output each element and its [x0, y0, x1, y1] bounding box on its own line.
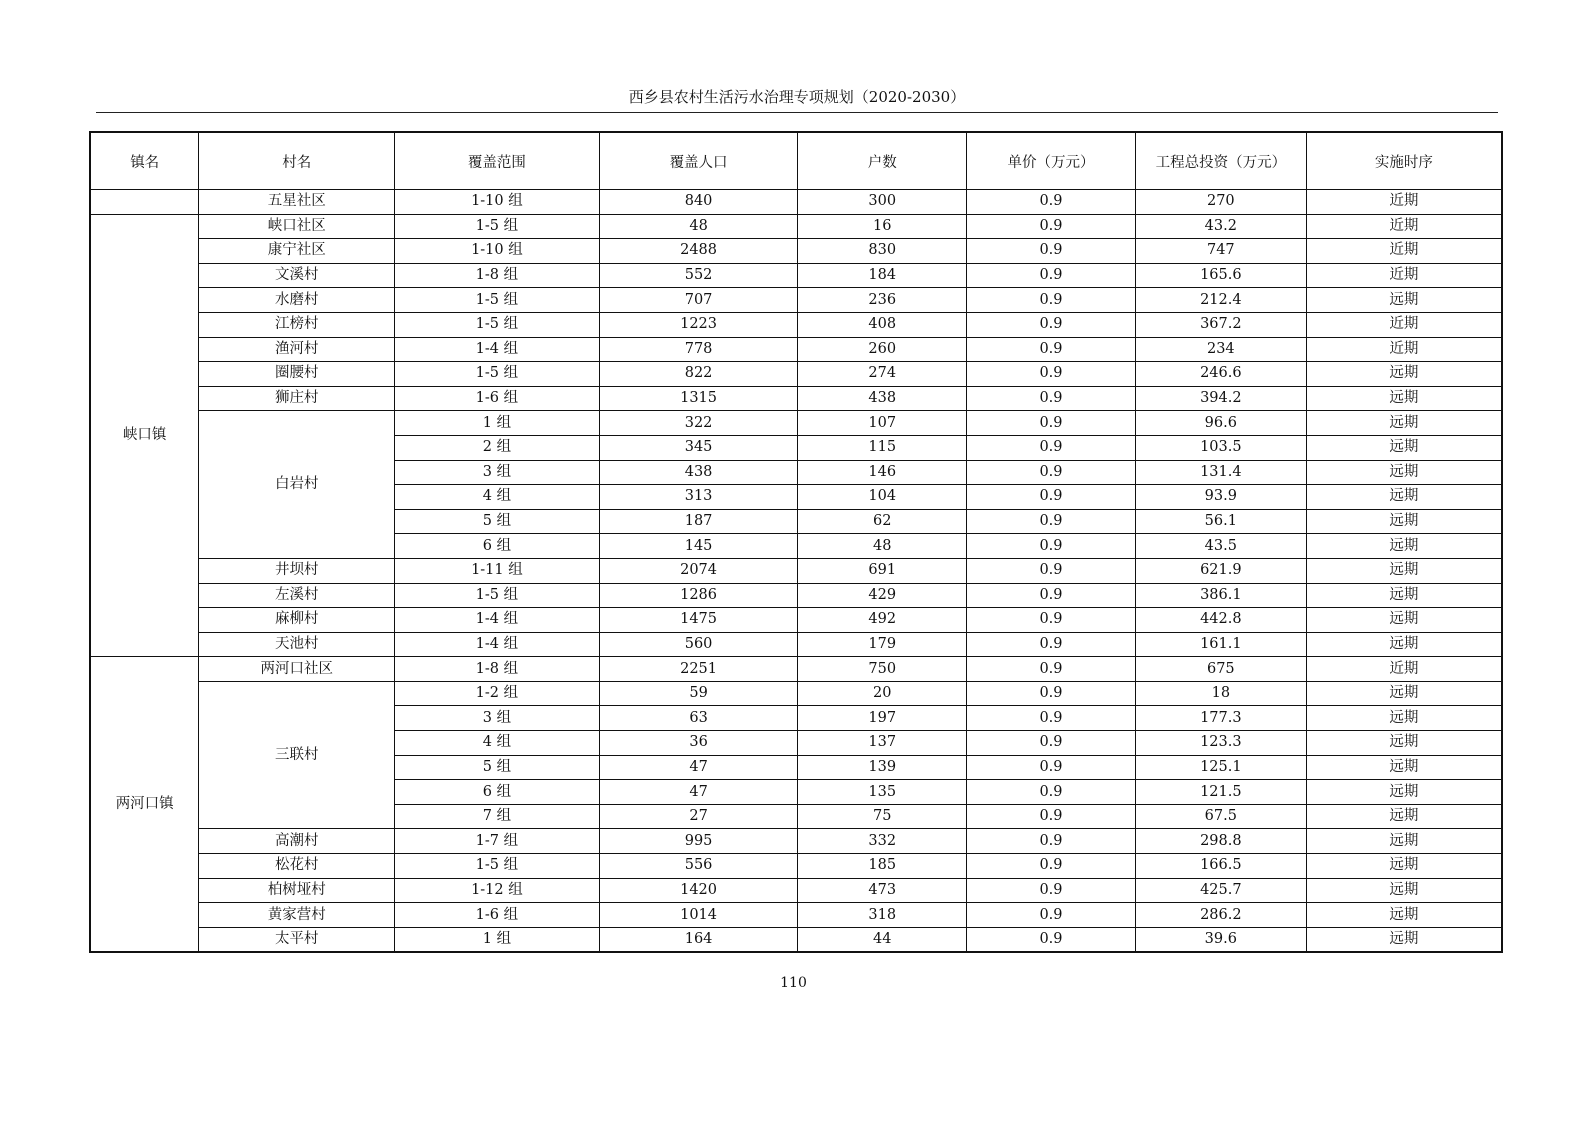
village-cell: 五星社区: [199, 190, 395, 215]
table-row: [90, 583, 1502, 608]
investment-cell: 246.6: [1135, 362, 1306, 387]
village-cell: 圈腰村: [199, 362, 395, 387]
range-cell: 1-5 组: [395, 288, 600, 313]
investment-cell: 123.3: [1135, 731, 1306, 756]
table-row: [90, 288, 1502, 313]
village-cell: 狮庄村: [199, 386, 395, 411]
households-cell: 691: [798, 558, 967, 583]
range-cell: 1-4 组: [395, 337, 600, 362]
town-cell: 峡口镇: [90, 214, 199, 657]
population-cell: 2251: [599, 657, 798, 682]
households-cell: 438: [798, 386, 967, 411]
price-cell: 0.9: [967, 878, 1136, 903]
village-cell: 水磨村: [199, 288, 395, 313]
population-cell: 2488: [599, 239, 798, 264]
range-cell: 1-8 组: [395, 657, 600, 682]
households-cell: 115: [798, 435, 967, 460]
phase-cell: 远期: [1306, 706, 1502, 731]
range-cell: 6 组: [395, 534, 600, 559]
column-header: 户数: [798, 132, 967, 190]
village-cell: 峡口社区: [199, 214, 395, 239]
price-cell: 0.9: [967, 903, 1136, 928]
phase-cell: 远期: [1306, 780, 1502, 805]
investment-cell: 394.2: [1135, 386, 1306, 411]
phase-cell: 远期: [1306, 509, 1502, 534]
price-cell: 0.9: [967, 583, 1136, 608]
table-row: [90, 657, 1502, 682]
range-cell: 1-11 组: [395, 558, 600, 583]
phase-cell: 远期: [1306, 927, 1502, 952]
population-cell: 995: [599, 829, 798, 854]
population-cell: 36: [599, 731, 798, 756]
table-row: [90, 829, 1502, 854]
households-cell: 44: [798, 927, 967, 952]
price-cell: 0.9: [967, 608, 1136, 633]
investment-cell: 442.8: [1135, 608, 1306, 633]
phase-cell: 远期: [1306, 903, 1502, 928]
population-cell: 187: [599, 509, 798, 534]
population-cell: 1286: [599, 583, 798, 608]
households-cell: 408: [798, 312, 967, 337]
column-header: 覆盖范围: [395, 132, 600, 190]
price-cell: 0.9: [967, 263, 1136, 288]
population-cell: 345: [599, 435, 798, 460]
phase-cell: 远期: [1306, 681, 1502, 706]
table-row: [90, 239, 1502, 264]
households-cell: 473: [798, 878, 967, 903]
range-cell: 1 组: [395, 927, 600, 952]
investment-cell: 18: [1135, 681, 1306, 706]
price-cell: 0.9: [967, 190, 1136, 215]
households-cell: 197: [798, 706, 967, 731]
households-cell: 62: [798, 509, 967, 534]
investment-cell: 234: [1135, 337, 1306, 362]
table-row: [90, 681, 1502, 706]
range-cell: 1-8 组: [395, 263, 600, 288]
investment-cell: 165.6: [1135, 263, 1306, 288]
phase-cell: 远期: [1306, 829, 1502, 854]
town-cell: [90, 190, 199, 215]
population-cell: 552: [599, 263, 798, 288]
table-row: [90, 854, 1502, 879]
households-cell: 260: [798, 337, 967, 362]
range-cell: 1-6 组: [395, 903, 600, 928]
population-cell: 1475: [599, 608, 798, 633]
price-cell: 0.9: [967, 509, 1136, 534]
population-cell: 313: [599, 485, 798, 510]
range-cell: 6 组: [395, 780, 600, 805]
investment-cell: 39.6: [1135, 927, 1306, 952]
range-cell: 1-10 组: [395, 239, 600, 264]
table-row: [90, 386, 1502, 411]
phase-cell: 远期: [1306, 608, 1502, 633]
investment-cell: 125.1: [1135, 755, 1306, 780]
investment-cell: 286.2: [1135, 903, 1306, 928]
investment-cell: 425.7: [1135, 878, 1306, 903]
population-cell: 47: [599, 755, 798, 780]
phase-cell: 近期: [1306, 263, 1502, 288]
population-cell: 63: [599, 706, 798, 731]
range-cell: 1-10 组: [395, 190, 600, 215]
population-cell: 840: [599, 190, 798, 215]
price-cell: 0.9: [967, 755, 1136, 780]
range-cell: 1-7 组: [395, 829, 600, 854]
price-cell: 0.9: [967, 731, 1136, 756]
population-cell: 2074: [599, 558, 798, 583]
town-cell: 两河口镇: [90, 657, 199, 953]
population-cell: 778: [599, 337, 798, 362]
households-cell: 830: [798, 239, 967, 264]
investment-cell: 621.9: [1135, 558, 1306, 583]
investment-cell: 298.8: [1135, 829, 1306, 854]
households-cell: 139: [798, 755, 967, 780]
column-header: 覆盖人口: [599, 132, 798, 190]
population-cell: 1315: [599, 386, 798, 411]
page-header-title: 西乡县农村生活污水治理专项规划（2020-2030）: [628, 88, 966, 106]
households-cell: 184: [798, 263, 967, 288]
range-cell: 1-5 组: [395, 854, 600, 879]
households-cell: 300: [798, 190, 967, 215]
phase-cell: 远期: [1306, 362, 1502, 387]
table-row: [90, 411, 1502, 436]
households-cell: 274: [798, 362, 967, 387]
phase-cell: 近期: [1306, 337, 1502, 362]
phase-cell: 近期: [1306, 190, 1502, 215]
investment-cell: 56.1: [1135, 509, 1306, 534]
header-divider: [96, 112, 1498, 113]
price-cell: 0.9: [967, 239, 1136, 264]
village-cell: 柏树垭村: [199, 878, 395, 903]
range-cell: 1-5 组: [395, 312, 600, 337]
households-cell: 135: [798, 780, 967, 805]
table-row: [90, 263, 1502, 288]
phase-cell: 远期: [1306, 386, 1502, 411]
price-cell: 0.9: [967, 558, 1136, 583]
village-cell: 麻柳村: [199, 608, 395, 633]
range-cell: 1-5 组: [395, 583, 600, 608]
investment-cell: 161.1: [1135, 632, 1306, 657]
price-cell: 0.9: [967, 362, 1136, 387]
investment-cell: 212.4: [1135, 288, 1306, 313]
households-cell: 104: [798, 485, 967, 510]
population-cell: 822: [599, 362, 798, 387]
range-cell: 1 组: [395, 411, 600, 436]
range-cell: 1-5 组: [395, 362, 600, 387]
table-row: [90, 362, 1502, 387]
households-cell: 146: [798, 460, 967, 485]
price-cell: 0.9: [967, 386, 1136, 411]
range-cell: 1-2 组: [395, 681, 600, 706]
investment-cell: 67.5: [1135, 804, 1306, 829]
village-cell: 两河口社区: [199, 657, 395, 682]
investment-cell: 121.5: [1135, 780, 1306, 805]
price-cell: 0.9: [967, 927, 1136, 952]
population-cell: 438: [599, 460, 798, 485]
households-cell: 107: [798, 411, 967, 436]
village-cell: 康宁社区: [199, 239, 395, 264]
phase-cell: 远期: [1306, 435, 1502, 460]
price-cell: 0.9: [967, 435, 1136, 460]
price-cell: 0.9: [967, 780, 1136, 805]
investment-cell: 386.1: [1135, 583, 1306, 608]
phase-cell: 远期: [1306, 854, 1502, 879]
price-cell: 0.9: [967, 411, 1136, 436]
price-cell: 0.9: [967, 485, 1136, 510]
investment-cell: 367.2: [1135, 312, 1306, 337]
range-cell: 1-4 组: [395, 608, 600, 633]
investment-cell: 131.4: [1135, 460, 1306, 485]
population-cell: 322: [599, 411, 798, 436]
range-cell: 1-5 组: [395, 214, 600, 239]
range-cell: 5 组: [395, 509, 600, 534]
price-cell: 0.9: [967, 214, 1136, 239]
column-header: 镇名: [90, 132, 199, 190]
households-cell: 750: [798, 657, 967, 682]
price-cell: 0.9: [967, 460, 1136, 485]
population-cell: 1223: [599, 312, 798, 337]
price-cell: 0.9: [967, 804, 1136, 829]
range-cell: 7 组: [395, 804, 600, 829]
population-cell: 556: [599, 854, 798, 879]
village-cell: 天池村: [199, 632, 395, 657]
price-cell: 0.9: [967, 706, 1136, 731]
price-cell: 0.9: [967, 657, 1136, 682]
households-cell: 318: [798, 903, 967, 928]
table-row: [90, 312, 1502, 337]
investment-cell: 96.6: [1135, 411, 1306, 436]
column-header: 实施时序: [1306, 132, 1502, 190]
price-cell: 0.9: [967, 854, 1136, 879]
investment-cell: 43.2: [1135, 214, 1306, 239]
table-row: [90, 927, 1502, 952]
phase-cell: 远期: [1306, 755, 1502, 780]
column-header: 单价（万元）: [967, 132, 1136, 190]
phase-cell: 远期: [1306, 804, 1502, 829]
population-cell: 1420: [599, 878, 798, 903]
village-cell: 渔河村: [199, 337, 395, 362]
price-cell: 0.9: [967, 534, 1136, 559]
price-cell: 0.9: [967, 829, 1136, 854]
investment-cell: 93.9: [1135, 485, 1306, 510]
phase-cell: 近期: [1306, 657, 1502, 682]
phase-cell: 近期: [1306, 239, 1502, 264]
table-row: [90, 632, 1502, 657]
households-cell: 137: [798, 731, 967, 756]
price-cell: 0.9: [967, 288, 1136, 313]
phase-cell: 近期: [1306, 214, 1502, 239]
price-cell: 0.9: [967, 337, 1136, 362]
population-cell: 164: [599, 927, 798, 952]
price-cell: 0.9: [967, 632, 1136, 657]
range-cell: 5 组: [395, 755, 600, 780]
population-cell: 59: [599, 681, 798, 706]
population-cell: 27: [599, 804, 798, 829]
investment-cell: 747: [1135, 239, 1306, 264]
population-cell: 48: [599, 214, 798, 239]
phase-cell: 远期: [1306, 878, 1502, 903]
households-cell: 236: [798, 288, 967, 313]
investment-cell: 675: [1135, 657, 1306, 682]
village-cell: 井坝村: [199, 558, 395, 583]
phase-cell: 远期: [1306, 288, 1502, 313]
village-cell: 松花村: [199, 854, 395, 879]
phase-cell: 远期: [1306, 632, 1502, 657]
table-row: [90, 558, 1502, 583]
price-cell: 0.9: [967, 312, 1136, 337]
households-cell: 75: [798, 804, 967, 829]
page-number: 110: [780, 975, 807, 991]
investment-cell: 103.5: [1135, 435, 1306, 460]
village-cell: 文溪村: [199, 263, 395, 288]
phase-cell: 远期: [1306, 583, 1502, 608]
range-cell: 3 组: [395, 460, 600, 485]
range-cell: 2 组: [395, 435, 600, 460]
column-header: 工程总投资（万元）: [1135, 132, 1306, 190]
village-cell: 高潮村: [199, 829, 395, 854]
table-row: [90, 608, 1502, 633]
table-header-row: [90, 132, 1502, 190]
households-cell: 332: [798, 829, 967, 854]
table-row: [90, 190, 1502, 215]
village-cell: 江榜村: [199, 312, 395, 337]
population-cell: 145: [599, 534, 798, 559]
investment-cell: 43.5: [1135, 534, 1306, 559]
village-cell: 太平村: [199, 927, 395, 952]
households-cell: 16: [798, 214, 967, 239]
households-cell: 179: [798, 632, 967, 657]
households-cell: 185: [798, 854, 967, 879]
price-cell: 0.9: [967, 681, 1136, 706]
phase-cell: 远期: [1306, 558, 1502, 583]
range-cell: 1-6 组: [395, 386, 600, 411]
table-row: [90, 214, 1502, 239]
village-cell: 三联村: [199, 681, 395, 829]
range-cell: 3 组: [395, 706, 600, 731]
households-cell: 429: [798, 583, 967, 608]
households-cell: 492: [798, 608, 967, 633]
phase-cell: 近期: [1306, 312, 1502, 337]
population-cell: 47: [599, 780, 798, 805]
phase-cell: 远期: [1306, 731, 1502, 756]
range-cell: 1-12 组: [395, 878, 600, 903]
investment-cell: 270: [1135, 190, 1306, 215]
population-cell: 560: [599, 632, 798, 657]
investment-cell: 177.3: [1135, 706, 1306, 731]
village-cell: 黄家营村: [199, 903, 395, 928]
village-cell: 左溪村: [199, 583, 395, 608]
table-row: [90, 337, 1502, 362]
population-cell: 1014: [599, 903, 798, 928]
table-row: [90, 878, 1502, 903]
phase-cell: 远期: [1306, 460, 1502, 485]
table-row: [90, 903, 1502, 928]
phase-cell: 远期: [1306, 534, 1502, 559]
population-cell: 707: [599, 288, 798, 313]
households-cell: 48: [798, 534, 967, 559]
investment-cell: 166.5: [1135, 854, 1306, 879]
phase-cell: 远期: [1306, 411, 1502, 436]
phase-cell: 远期: [1306, 485, 1502, 510]
sewage-plan-table: [89, 131, 1503, 953]
range-cell: 4 组: [395, 485, 600, 510]
range-cell: 1-4 组: [395, 632, 600, 657]
households-cell: 20: [798, 681, 967, 706]
village-cell: 白岩村: [199, 411, 395, 559]
column-header: 村名: [199, 132, 395, 190]
range-cell: 4 组: [395, 731, 600, 756]
